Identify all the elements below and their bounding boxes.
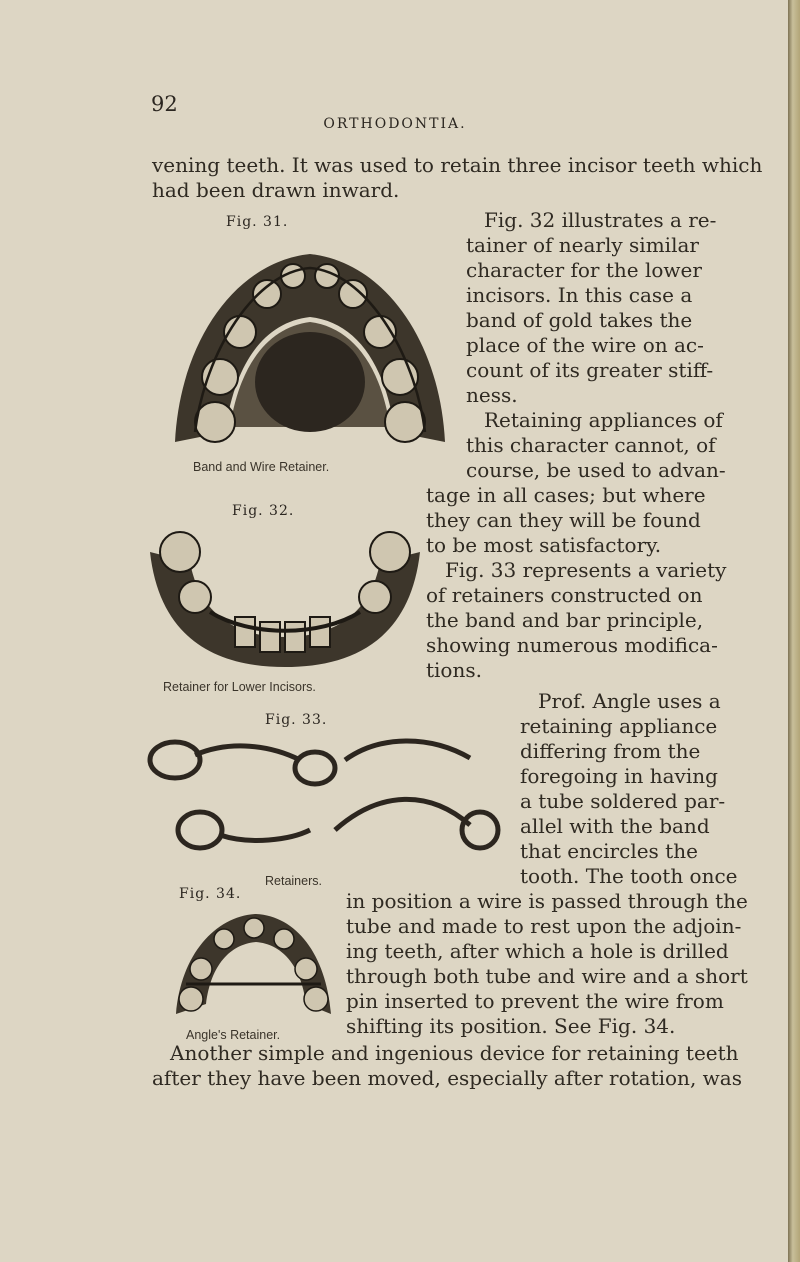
text-line: through both tube and wire and a short: [346, 964, 748, 988]
band-and-bar-retainers-icon: [140, 730, 510, 870]
figure-label: Fig. 31.: [226, 214, 289, 230]
text-line: tage in all cases; but where: [426, 483, 706, 507]
figure-label: Fig. 32.: [232, 503, 295, 519]
text-line: Another simple and ingenious device for retaining teeth: [170, 1041, 739, 1065]
text-line: Retaining appliances of: [484, 408, 723, 432]
figure-label: Fig. 34.: [179, 886, 242, 902]
text-line: Fig. 33 represents a variety: [445, 558, 727, 582]
text-line: tooth. The tooth once: [520, 864, 738, 888]
text-line: Fig. 32 illustrates a re-: [484, 208, 717, 232]
text-line: course, be used to advan-: [466, 458, 726, 482]
angle-retainer-icon: [166, 904, 341, 1024]
text-line: had been drawn inward.: [152, 178, 400, 202]
text-line: tions.: [426, 658, 482, 682]
figure-caption: Retainer for Lower Incisors.: [163, 680, 316, 694]
text-line: foregoing in having: [520, 764, 718, 788]
text-line: allel with the band: [520, 814, 710, 838]
text-line: character for the lower: [466, 258, 702, 282]
text-line: count of its greater stiff-: [466, 358, 714, 382]
text-line: to be most satisfactory.: [426, 533, 662, 557]
text-line: of retainers constructed on: [426, 583, 703, 607]
running-head: ORTHODONTIA.: [323, 116, 467, 132]
figure-label: Fig. 33.: [265, 712, 328, 728]
text-line: retaining appliance: [520, 714, 718, 738]
page-edge: [788, 0, 800, 1262]
upper-dental-arch-retainer-icon: [155, 232, 465, 457]
text-line: in position a wire is passed through the: [346, 889, 748, 913]
text-line: shifting its position. See Fig. 34.: [346, 1014, 676, 1038]
text-line: they can they will be found: [426, 508, 701, 532]
text-line: a tube soldered par-: [520, 789, 726, 813]
text-line: tube and made to rest upon the adjoin-: [346, 914, 742, 938]
text-line: incisors. In this case a: [466, 283, 693, 307]
text-line: vening teeth. It was used to retain three incisor teeth which: [152, 153, 763, 177]
figure-caption: Band and Wire Retainer.: [193, 460, 330, 474]
text-line: ness.: [466, 383, 518, 407]
text-line: this character cannot, of: [466, 433, 716, 457]
figure-caption: Retainers.: [265, 874, 322, 888]
text-line: band of gold takes the: [466, 308, 693, 332]
text-line: ing teeth, after which a hole is drilled: [346, 939, 729, 963]
text-line: tainer of nearly similar: [466, 233, 699, 257]
figure-caption: Angle's Retainer.: [186, 1028, 281, 1042]
text-line: pin inserted to prevent the wire from: [346, 989, 724, 1013]
text-line: after they have been moved, especially after rotation, was: [152, 1066, 742, 1090]
text-line: that encircles the: [520, 839, 698, 863]
text-line: place of the wire on ac-: [466, 333, 704, 357]
text-line: the band and bar principle,: [426, 608, 704, 632]
text-line: showing numerous modifica-: [426, 633, 718, 657]
page-number: 92: [151, 92, 178, 116]
lower-dental-arch-retainer-icon: [140, 522, 430, 672]
text-line: differing from the: [520, 739, 701, 763]
text-line: Prof. Angle uses a: [538, 689, 721, 713]
